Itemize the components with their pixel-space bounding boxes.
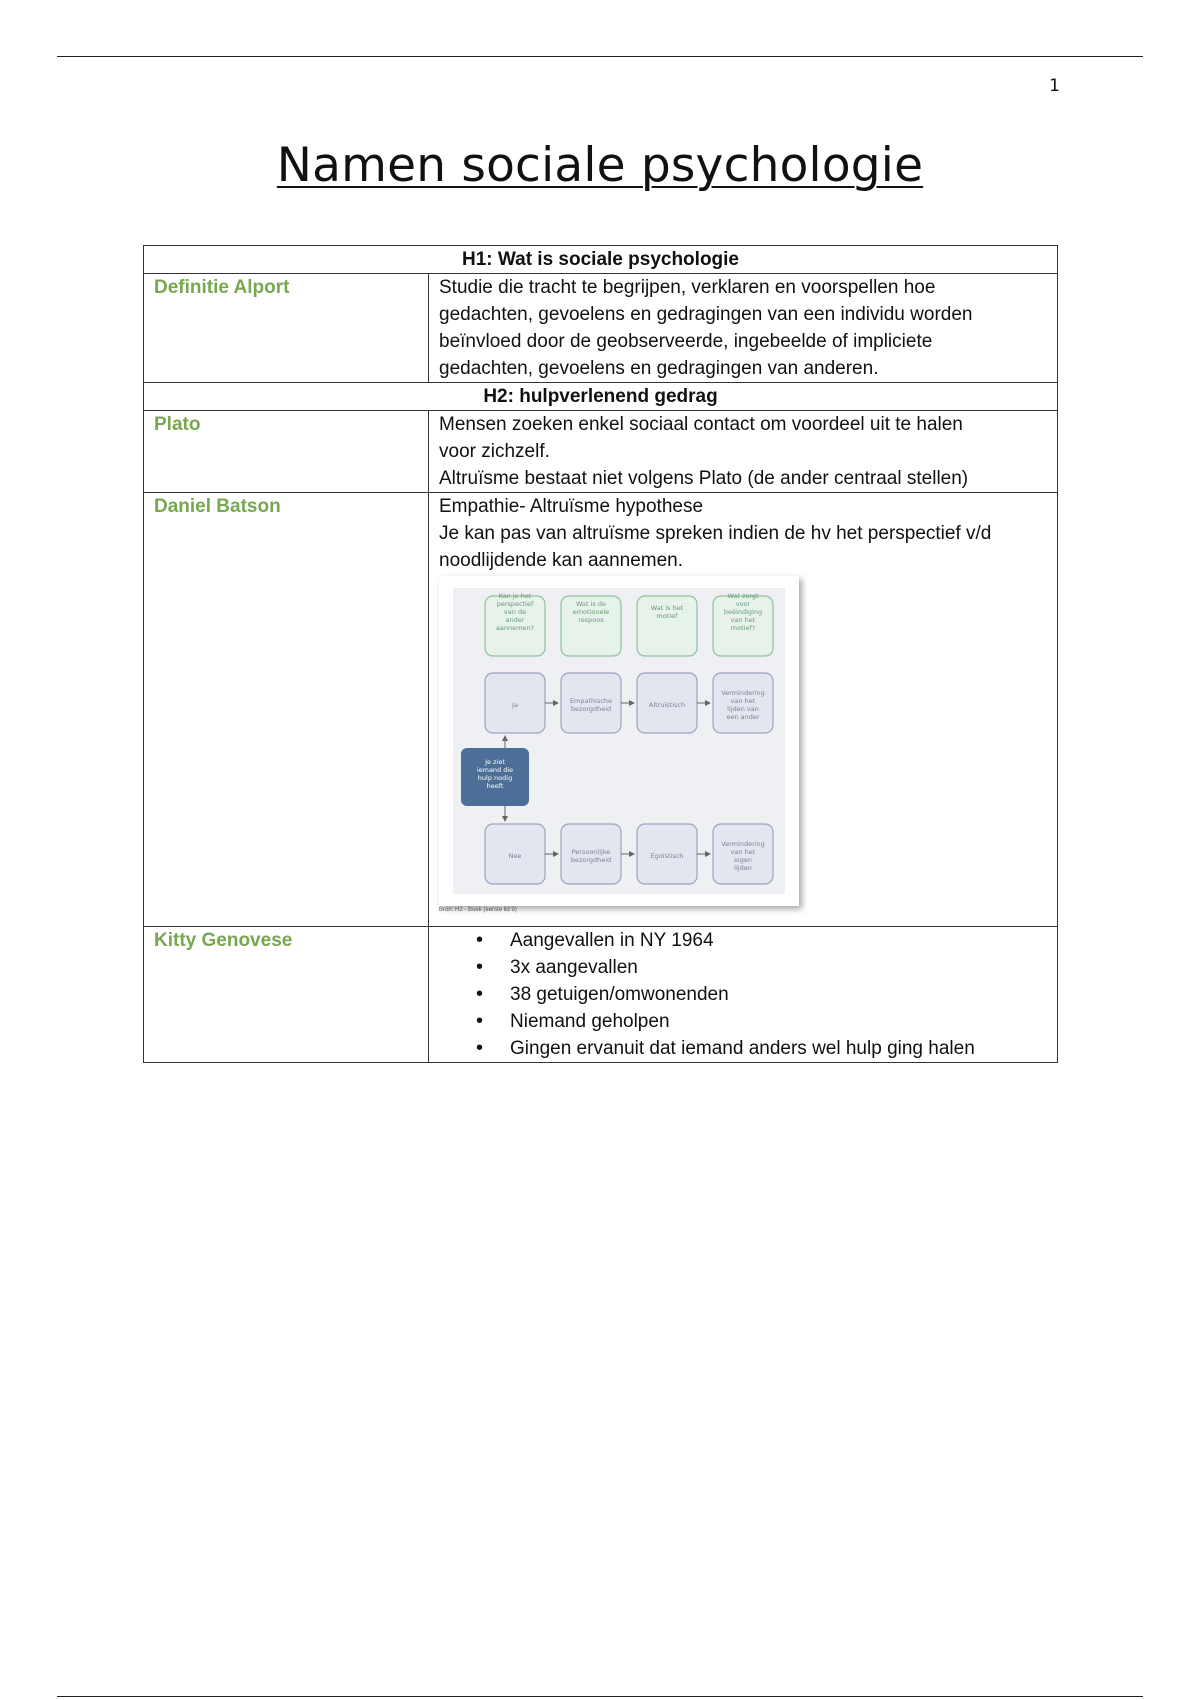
no-text: Nee <box>508 852 522 860</box>
bullet-list <box>439 927 1047 1062</box>
description-cell <box>429 493 1058 927</box>
section-heading <box>144 383 1058 411</box>
flowchart-svg <box>439 576 799 906</box>
list-item: • Niemand geholpen <box>476 1008 1047 1035</box>
list-item: • Aangevallen in NY 1964 <box>476 927 1047 954</box>
names-table <box>143 245 1058 1063</box>
description-cell <box>429 411 1058 493</box>
description-line: Empathie- Altruïsme hypothese <box>439 496 704 517</box>
description-line: voor zichzelf. <box>439 441 550 462</box>
name-cell: Daniel Batson <box>144 493 429 927</box>
description-line: beïnvloed door de geobserveerde, ingebeelde of impliciete <box>439 331 933 352</box>
description-line: gedachten, gevoelens en gedragingen van anderen. <box>439 358 879 379</box>
no-text: Persoonlijke bezorgdheid <box>570 848 612 864</box>
empathy-altruism-diagram <box>439 576 799 926</box>
yes-text: Altruïstisch <box>648 701 686 709</box>
no-text: Egoïstisch <box>650 852 684 860</box>
page-number: 1 <box>1049 76 1060 96</box>
list-item: • Gingen ervanuit dat iemand anders wel hulp ging halen <box>476 1035 1047 1062</box>
section-heading <box>144 246 1058 274</box>
yes-text: Ja <box>512 701 518 709</box>
description-line: Je kan pas van altruïsme spreken indien de hv het perspectief v/d <box>439 523 992 544</box>
description-line: gedachten, gevoelens en gedragingen van een individu worden <box>439 304 973 325</box>
list-item: • 38 getuigen/omwonenden <box>476 981 1047 1008</box>
yes-text: Vermindering van het lijden van een ander <box>721 689 765 721</box>
diagram-image <box>439 576 799 906</box>
name-cell: Definitie Alport <box>144 274 429 383</box>
section-heading-row <box>144 246 1058 274</box>
description-cell <box>429 927 1058 1063</box>
no-text: Vermindering van het eigen lijden <box>721 840 765 872</box>
footer-rule <box>57 1696 1143 1697</box>
question-text: Wat zorgt voor beëindiging van het motief? <box>723 592 763 632</box>
diagram-caption: Bron: H2 - Boek (eerste lid 9) <box>439 907 517 913</box>
description-line: Studie die tracht te begrijpen, verklaren en voorspellen hoe <box>439 277 936 298</box>
question-text: Wat is de emotionele respons <box>572 600 610 624</box>
section-heading-row <box>144 383 1058 411</box>
description-line: Mensen zoeken enkel sociaal contact om voordeel uit te halen <box>439 414 963 435</box>
question-text: Wat is het motief <box>650 604 684 620</box>
start-text: Je ziet iemand die hulp nodig heeft <box>476 758 514 790</box>
yes-text: Empathische bezorgdheid <box>569 697 613 713</box>
section-heading-text: H2: hulpverlenend gedrag <box>483 386 718 407</box>
table-row <box>144 274 1058 383</box>
list-item: • 3x aangevallen <box>476 954 1047 981</box>
table-row <box>144 493 1058 927</box>
table-row <box>144 411 1058 493</box>
description-line: noodlijdende kan aannemen. <box>439 550 684 571</box>
question-text: Kan je het perspectief van de ander aannemen? <box>495 592 535 632</box>
header-rule <box>57 56 1143 57</box>
description-cell <box>429 274 1058 383</box>
name-cell: Kitty Genovese <box>144 927 429 1063</box>
description-line: Altruïsme bestaat niet volgens Plato (de ander centraal stellen) <box>439 468 969 489</box>
document-title: Namen sociale psychologie <box>276 138 924 193</box>
section-heading-text: H1: Wat is sociale psychologie <box>462 249 739 270</box>
table-row <box>144 927 1058 1063</box>
name-cell: Plato <box>144 411 429 493</box>
